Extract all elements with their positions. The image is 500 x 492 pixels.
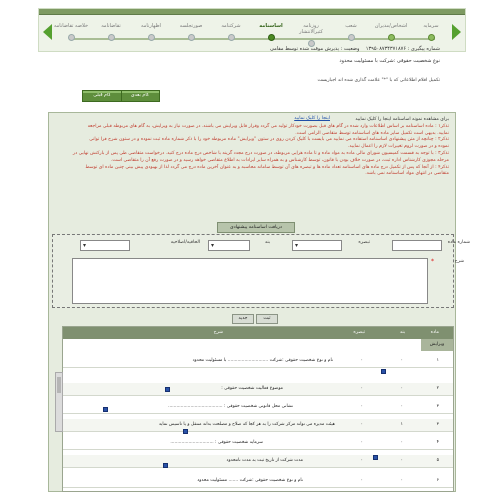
next-step-button[interactable]: گام بعدی (120, 90, 160, 102)
grid-header (63, 327, 453, 339)
table-row[interactable] (63, 383, 453, 396)
note-line-1: تذکر۱ : ماده اساسنامه بر اساس اطلاعات وارد شده در گام های قبل بصورت خودکار تولید می گردد وقرار قابل ویرایش می باشند. در صورت نیاز به ویرایش، به گام های مربوطه قبلی مراجعه (87, 123, 449, 129)
prev-step-button[interactable]: گام قبلی (82, 90, 122, 102)
cell-description: نام و نوع شخصیت حقوقی :شرکت ....... مسئولیت محدود (197, 478, 303, 483)
step-dot-icon (388, 34, 395, 41)
step-label: اشخاص/مدیران (374, 23, 408, 29)
tracking-label: شماره پیگیری : (407, 46, 440, 52)
cell-note: ۰ (360, 422, 363, 427)
required-hint: تکمیل اقلام اطلاعاتی که با "*" علامت گذاری شده اند اجباریست (317, 78, 440, 83)
step-newspaper[interactable] (291, 23, 331, 47)
clause-select[interactable] (208, 240, 250, 251)
note-label: تبصره (358, 240, 370, 245)
col-description: شرح (213, 330, 223, 335)
step-articles[interactable] (251, 23, 291, 41)
cell-clause: ۰ (400, 358, 403, 363)
wizard-next-arrow-icon[interactable] (452, 24, 461, 40)
step-label: شرکتنامه (221, 23, 241, 29)
step-dot-icon (68, 34, 75, 41)
step-label: شعب (345, 23, 357, 29)
cell-note: ۰ (360, 358, 363, 363)
new-button[interactable]: جدید (232, 314, 254, 324)
entity-type: نوع شخصیت حقوقی :شرکت با مسئولیت محدود (339, 58, 440, 64)
note-line-3: تذکر۲ : چنانچه از متن پیشنهادی اساسنامه استفاده می نمایید می بایست با کلیک کردن روی در ستون "ویرایش" ماده مربوطه خود را با ذکر شماره ماده ثبت نموده و در ستون شرح فرا توانی (89, 137, 449, 143)
step-dot-icon (348, 34, 355, 41)
save-button[interactable]: ثبت (256, 314, 278, 324)
step-partnership[interactable] (211, 23, 251, 41)
cell-description: نشانی محل قانونی شخصیت حقوقی : ....................................... (168, 404, 293, 409)
step-label: روزنامه کثیرالانتشار (299, 23, 323, 35)
scrollbar-thumb[interactable] (57, 377, 61, 393)
step-label: سرمایه (423, 23, 439, 29)
edit-row-icon[interactable] (381, 369, 386, 374)
description-textarea[interactable] (72, 258, 428, 304)
note-line-2: نمایید. بدیهی است تکمیل سایر ماده های اساسنامه توسط متقاضی الزامی است. (295, 130, 449, 136)
step-capital[interactable] (411, 23, 451, 41)
status-label: وضعیت : پذیرش موقت شده توسط مقامی (269, 46, 360, 52)
step-summary[interactable] (51, 23, 91, 41)
edit-row-icon[interactable] (373, 455, 378, 460)
note-line-4: نموده و در صورت لزوم تغییرات لازم را اعمال نمایید. (347, 144, 449, 150)
step-dot-icon (268, 34, 275, 41)
cell-note: ۰ (360, 478, 363, 483)
sample-articles-link[interactable]: اینجا را کلیک نمایید (294, 116, 330, 121)
wizard-top-bar (39, 9, 465, 15)
article-no-input[interactable] (392, 240, 442, 251)
cell-clause: ۰ (400, 404, 403, 409)
cell-clause: ۰ (400, 386, 403, 391)
edit-row-icon[interactable] (183, 429, 188, 434)
step-branches[interactable] (331, 23, 371, 41)
cell-clause: ۰ (400, 458, 403, 463)
cell-note: ۰ (360, 404, 363, 409)
cell-article: ۲ (436, 386, 439, 391)
edit-row-icon[interactable] (163, 463, 168, 468)
cell-description: موضوع فعالیت شخصیت حقوقی : (221, 386, 283, 391)
step-label: تقاضانامه (101, 23, 121, 29)
amended-select[interactable] (80, 240, 130, 251)
cell-description: هیئت مدیره می تواند مرکز شرکت را به هر کجا که صلاح و مصلحت بداند منتقل و یا تاسیس نماید (158, 422, 335, 427)
grid-scrollbar[interactable] (55, 372, 63, 432)
cell-article: ۳ (436, 422, 439, 427)
step-dot-icon (108, 34, 115, 41)
step-dot-icon (148, 34, 155, 41)
step-minutes[interactable] (171, 23, 211, 41)
article-no-label: شماره ماده (447, 240, 470, 245)
step-label: اساسنامه (259, 23, 283, 29)
table-row[interactable] (63, 355, 453, 368)
cell-article: ۳ (436, 404, 439, 409)
tracking-info (270, 46, 440, 52)
step-people[interactable] (371, 23, 411, 41)
amended-label: الحاقیه/اصلاحیه (170, 240, 200, 245)
table-row[interactable] (63, 419, 453, 432)
step-dot-icon (228, 34, 235, 41)
step-label: اظهارنامه (141, 23, 161, 29)
step-application[interactable] (91, 23, 131, 41)
note-line-8: متقاضی در انتهای مواد اساسنامه نمی باشد. (365, 171, 449, 177)
table-row[interactable] (63, 455, 453, 468)
col-edit: ویرایش (421, 339, 453, 351)
cell-description: مدت شرکت از تاریخ ثبت به مدت نامحدود (226, 458, 303, 463)
clause-label: بند (264, 240, 270, 245)
cell-article: ۱ (436, 358, 439, 363)
cell-article: ۵ (436, 458, 439, 463)
cell-description: نام و نوع شخصیت حقوقی :شرکت ............................. با مسئولیت محدود (192, 358, 333, 363)
table-row[interactable] (63, 475, 453, 488)
tracking-value: ۱۳۹۵۰۸۷۳۴۳۷۱۸۷۶ (365, 46, 407, 52)
articles-grid (62, 326, 454, 492)
table-row[interactable] (63, 437, 453, 450)
note-line-0: برای مشاهده نمونه اساسنامه اینجا را کلیک نمایید (355, 117, 449, 122)
cell-clause: ۰ (400, 440, 403, 445)
edit-row-icon[interactable] (165, 387, 170, 392)
cell-clause: ۱ (400, 422, 403, 427)
col-clause: بند (399, 330, 405, 335)
step-declaration[interactable] (131, 23, 171, 41)
cell-article: ۶ (436, 478, 439, 483)
step-label: خلاصه تقاضانامه (53, 23, 89, 29)
step-label: صورتجلسه (179, 23, 203, 29)
step-dot-icon (188, 34, 195, 41)
note-line-5: تذکر۳ : با توجه به قسمت کمیسیون شورای مالی ماده به مواد ماده و تا ماده هرایی مربوطه، در صورت درج مجدد گزینه با شاخص درج ماده درج کنید. درخواست متقاضی طی پس از بارکنش نهایی در (72, 150, 449, 156)
note-select[interactable] (292, 240, 342, 251)
edit-row-icon[interactable] (103, 407, 108, 412)
cell-description: سرمایه شخصیت حقوقی : ............................... (170, 440, 263, 445)
proposed-articles-button[interactable]: دریافت اساسنامه پیشنهادی (217, 222, 295, 233)
note-line-6: مرحله مجوزی کارشناس اداره ثبت، در صورت خلاف بودن با قانون، توسط کارشناس و به همراه سایر ایرادات به اطلاع متقاضی خواهد رسید و در صورت رفع آن را متقاضی است. (110, 157, 449, 163)
cell-note: ۰ (360, 440, 363, 445)
notes-block (53, 117, 449, 178)
description-label: شرح (454, 259, 464, 264)
col-note: تبصره (353, 330, 365, 335)
cell-note: ۰ (360, 458, 363, 463)
col-article: ماده (430, 330, 439, 335)
step-dot-icon (428, 34, 435, 41)
note-line-7: تذکر۴ : از آنجا که پس از تکمیل درج ماده های اساسنامه تعداد ماده ها و تبصره های آن توسط سامانه محاسبه و به عنوان آخرین ماده درج می گردد لذا از بهبودی پیش بینی چنین ماده ای توسط (85, 164, 449, 170)
cell-clause: ۰ (400, 478, 403, 483)
required-star: * (431, 258, 434, 265)
cell-article: ۴ (436, 440, 439, 445)
table-row[interactable] (63, 401, 453, 414)
cell-note: ۰ (360, 386, 363, 391)
